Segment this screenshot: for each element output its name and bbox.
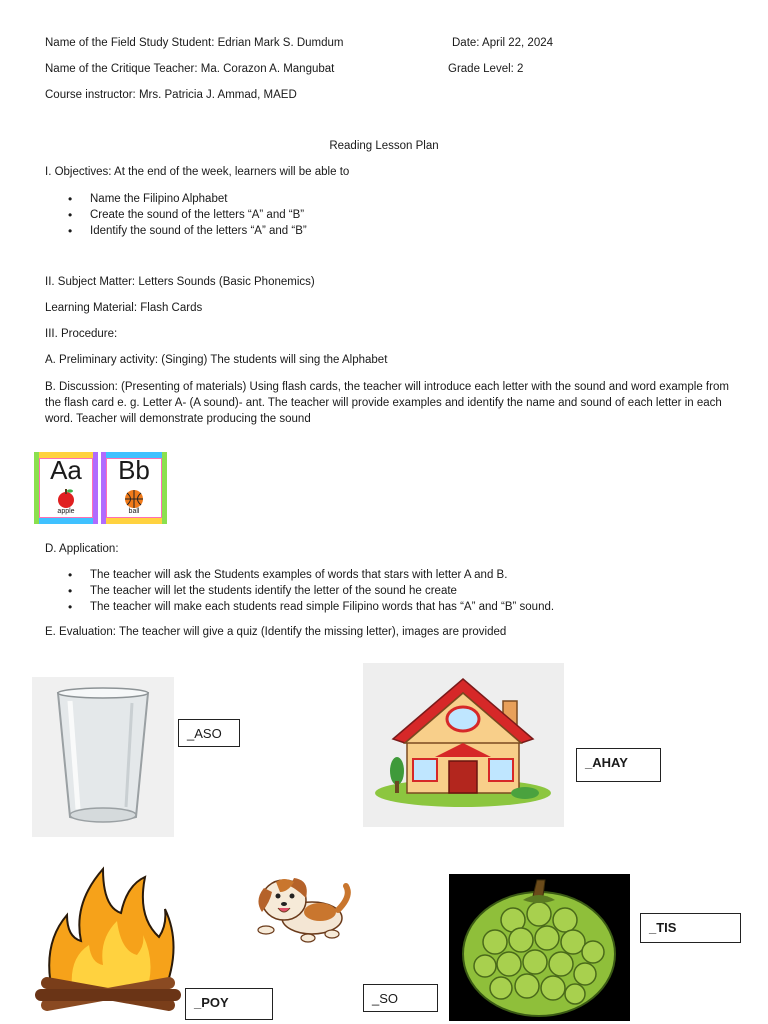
list-item: • The teacher will make each students read simple Filipino words that has “A” and “B” sound. (68, 599, 554, 615)
flashcard-a-word: apple (57, 508, 75, 515)
date: Date: April 22, 2024 (452, 37, 554, 49)
flashcard-b-letters: Bb (118, 455, 150, 485)
fire-icon (33, 855, 183, 1015)
quiz-answer-apoy: _POY (185, 988, 273, 1020)
list-item: • Create the sound of the letters “A” and “B” (68, 207, 307, 223)
critique-teacher: Name of the Critique Teacher: Ma. Corazon A. Mangubat (45, 63, 335, 75)
list-item: • Name the Filipino Alphabet (68, 191, 307, 207)
glass-icon (32, 677, 174, 837)
quiz-answer-atis: _TIS (640, 913, 741, 943)
flashcard-a-letters: Aa (50, 455, 82, 485)
quiz-answer-baso: _ASO (178, 719, 240, 747)
objectives-list (68, 191, 307, 239)
dog-image (250, 866, 354, 950)
grade-level: Grade Level: 2 (448, 63, 524, 75)
objectives-heading: I. Objectives: At the end of the week, learners will be able to (45, 166, 350, 178)
preliminary-activity: A. Preliminary activity: (Singing) The students will sing the Alphabet (45, 354, 388, 366)
flashcard-b (101, 452, 165, 524)
dog-icon (250, 866, 354, 950)
atis-image (449, 874, 630, 1021)
course-instructor: Course instructor: Mrs. Patricia J. Ammad, MAED (45, 89, 297, 101)
quiz-answer-bahay: _AHAY (576, 748, 661, 782)
flashcard-b-word: ball (128, 508, 140, 515)
discussion-paragraph: B. Discussion: (Presenting of materials) Using flash cards, the teacher will introduce each letter with the sound and word example from the flash card e. g. Letter A- (A sound)- ant. The teacher will provide examples and identify the name and sound of each letter in each word. Teacher will demonstrate producing the sound (45, 381, 729, 425)
student-name: Name of the Field Study Student: Edrian Mark S. Dumdum (45, 37, 344, 49)
application-list (68, 567, 554, 615)
procedure-heading: III. Procedure: (45, 328, 118, 340)
subject-matter: II. Subject Matter: Letters Sounds (Basic Phonemics) (45, 276, 315, 288)
atis-icon (449, 874, 630, 1021)
evaluation-heading: E. Evaluation: The teacher will give a quiz (Identify the missing letter), images are provided (45, 626, 507, 638)
flashcard-a (34, 452, 98, 524)
quiz-answer-aso: _SO (363, 984, 438, 1012)
page-title: Reading Lesson Plan (329, 140, 439, 152)
list-item: • The teacher will ask the Students examples of words that stars with letter A and B. (68, 567, 554, 583)
list-item: • The teacher will let the students identify the letter of the sound he create (68, 583, 554, 599)
house-image (363, 663, 564, 827)
glass-image (32, 677, 174, 837)
house-icon (363, 663, 564, 827)
list-item: • Identify the sound of the letters “A” and “B” (68, 223, 307, 239)
fire-image (33, 855, 183, 1015)
learning-material: Learning Material: Flash Cards (45, 302, 203, 314)
application-heading: D. Application: (45, 543, 119, 555)
